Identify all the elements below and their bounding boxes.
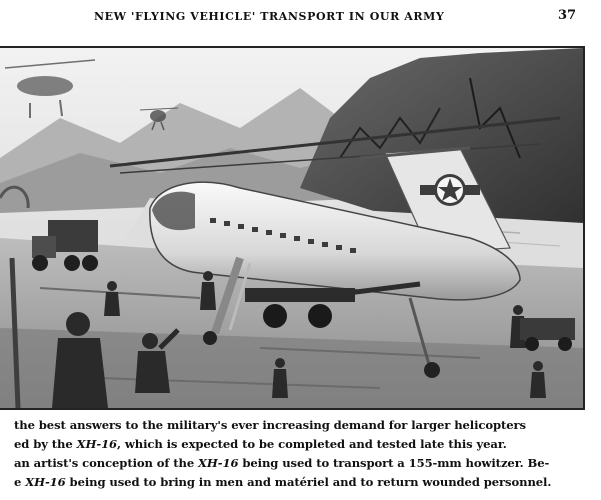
caption-line-2-model: XH-16 [76,437,118,451]
caption-line-4-before: e [14,475,26,489]
helicopter-illustration [0,46,585,410]
running-title: NEW 'FLYING VEHICLE' TRANSPORT IN OUR ARMY [94,10,445,23]
caption-line-1-text: the best answers to the military's ever increasing demand for larger helicopters [14,418,526,432]
caption-line-4-after: being used to bring in men and matériel and to return wounded personnel. [65,475,552,489]
caption-line-2-after: , which is expected to be completed and tested late this year. [117,437,507,451]
caption-line-4 [14,475,551,489]
caption-line-2 [14,437,507,451]
page-header [0,8,601,28]
caption-line-4-model: XH-16 [25,475,66,489]
page-number: 37 [558,8,577,23]
caption-line-2-before: ed by the [14,437,77,451]
caption-line-1 [14,418,526,432]
caption-line-3-after: being used to transport a 155-mm howitzer. Be- [238,456,550,470]
illustration-artwork [0,48,583,408]
caption-line-3-model: XH-16 [198,456,239,470]
caption-line-3-before: an artist's conception of the [14,456,199,470]
caption-line-3 [14,456,549,470]
